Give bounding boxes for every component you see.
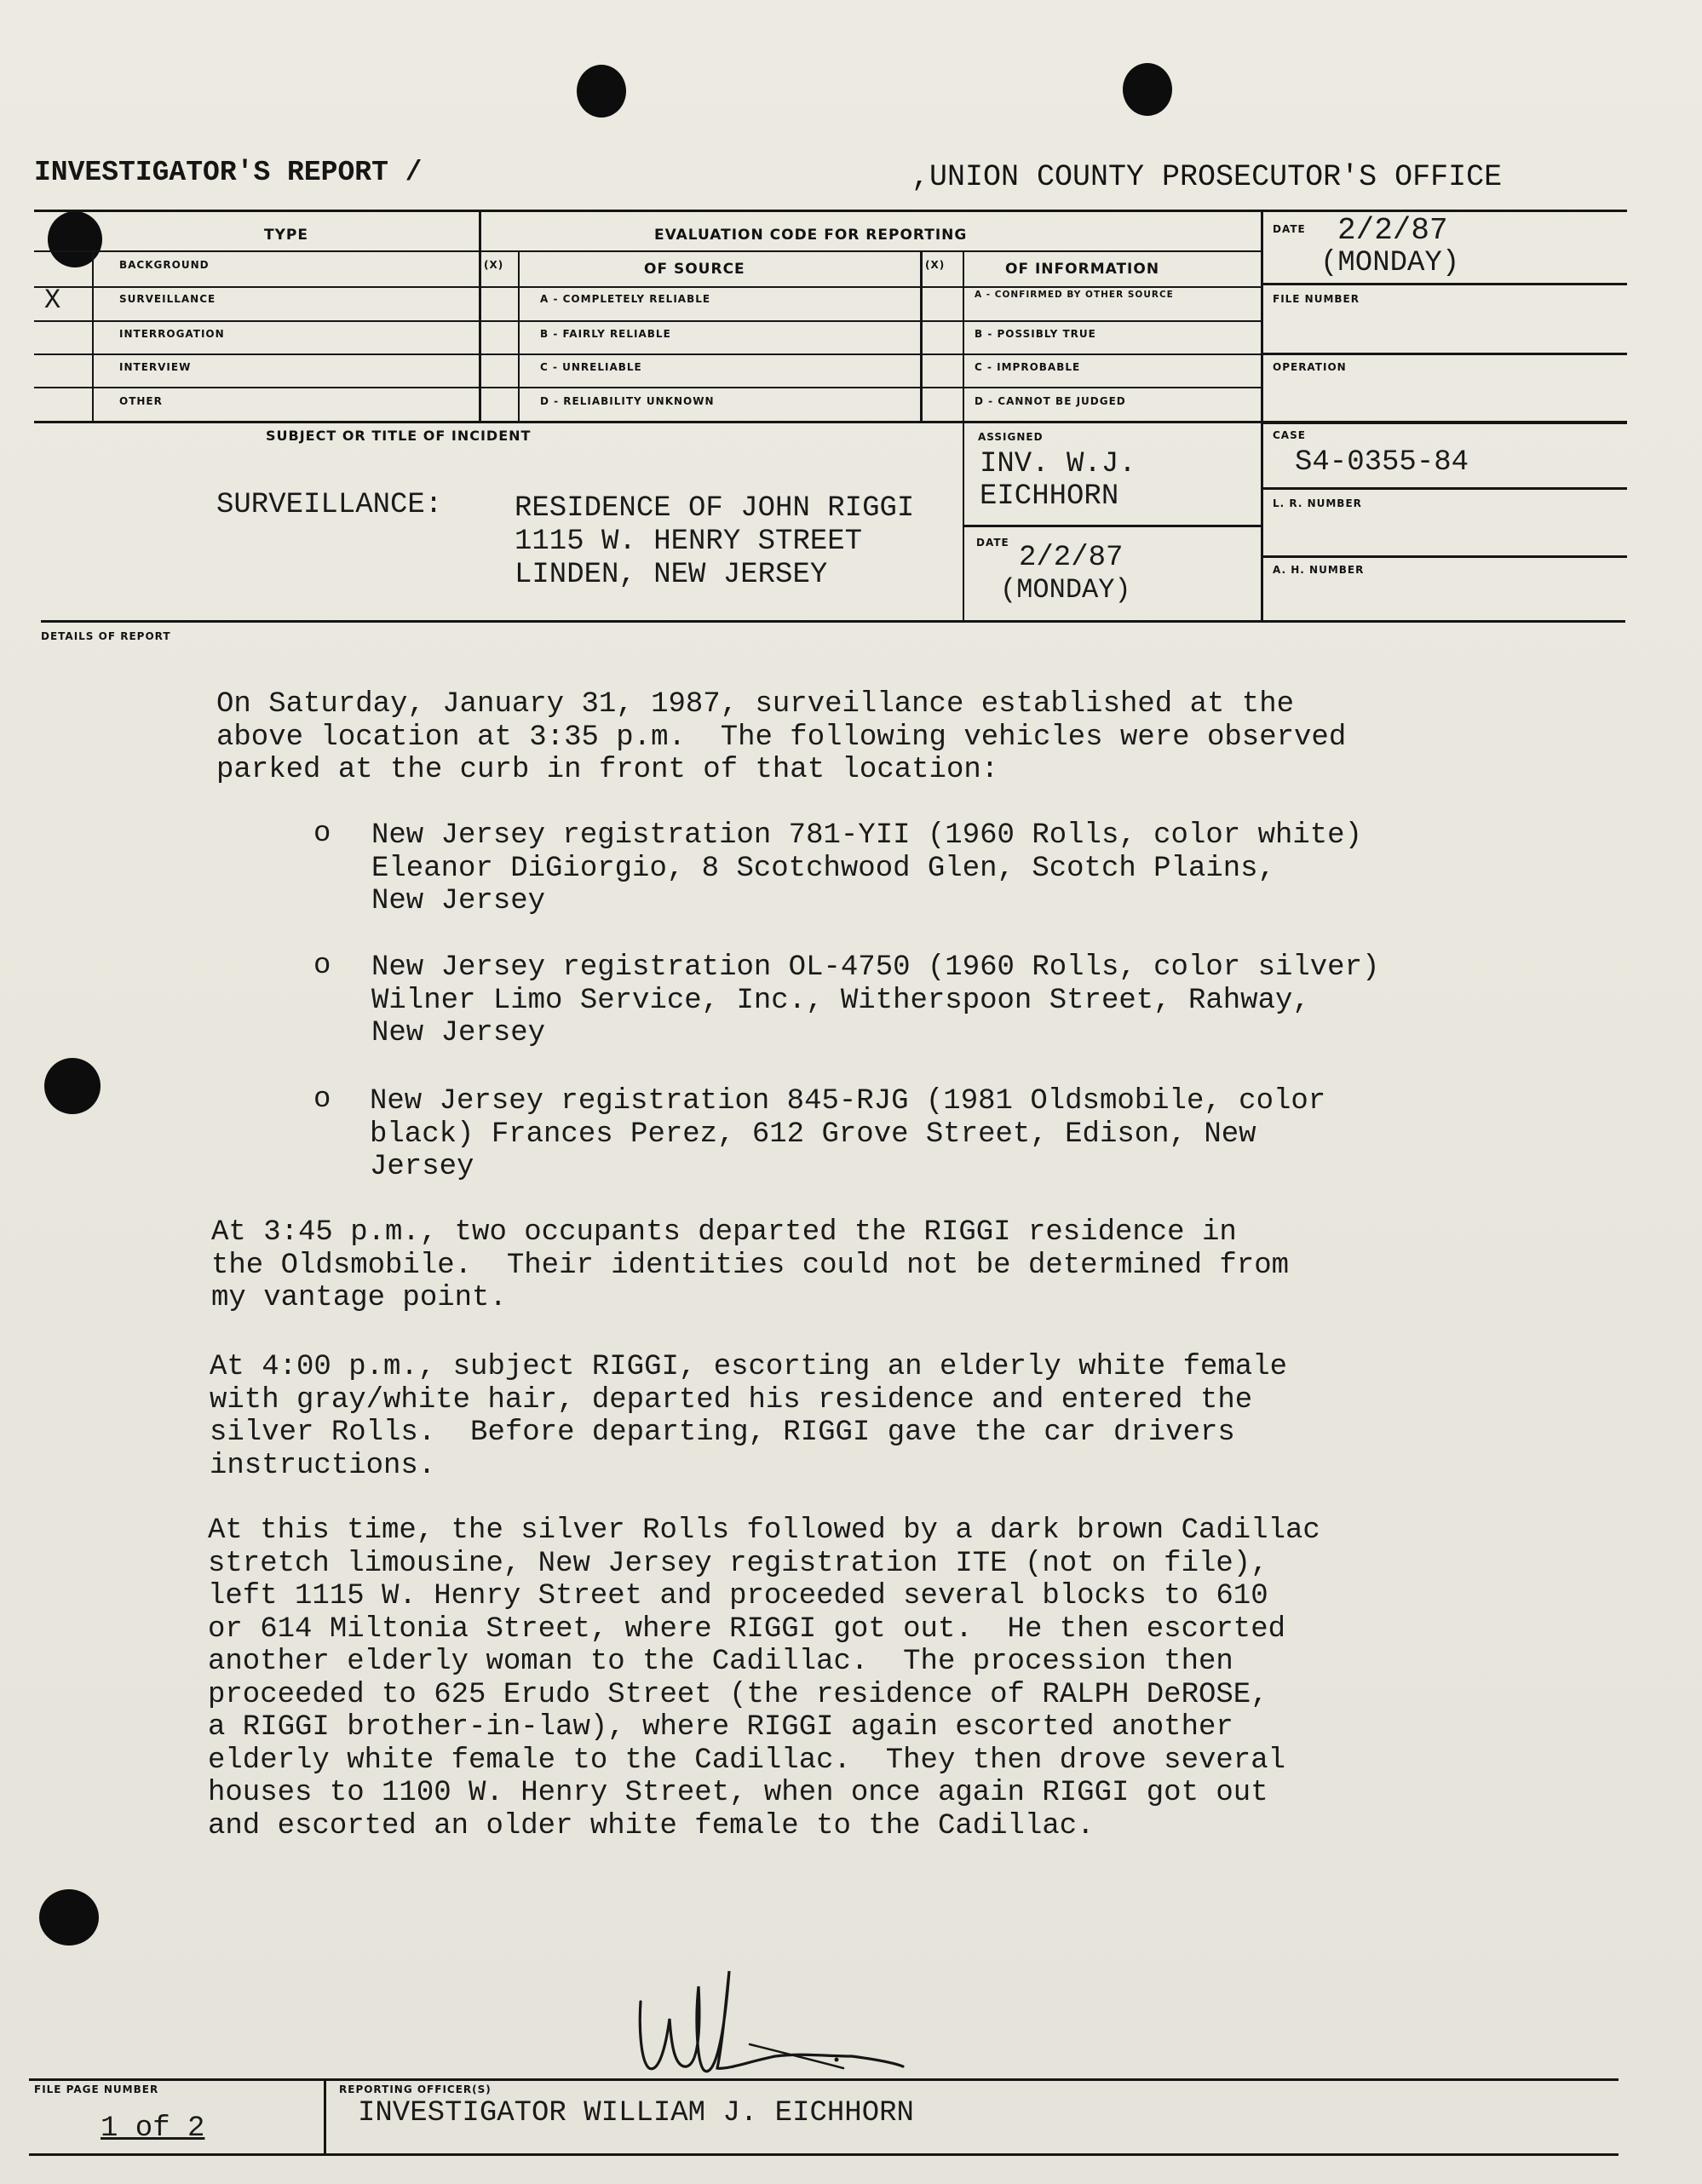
type-row-interrogation: INTERROGATION <box>119 328 225 340</box>
x-column-information: (X) <box>925 259 946 271</box>
bullet-2: o <box>313 950 331 982</box>
paragraph-departure: At 3:45 p.m., two occupants departed the RIGGI residence in the Oldsmobile. Their identities could not be determined from my vantage point. <box>211 1216 1290 1314</box>
operation-label: OPERATION <box>1273 361 1347 373</box>
bullet-3: o <box>313 1083 331 1116</box>
reporting-officer-label: REPORTING OFFICER(S) <box>339 2083 492 2095</box>
info-row-d: D - CANNOT BE JUDGED <box>975 395 1126 407</box>
subject-line-1: RESIDENCE OF JOHN RIGGI <box>515 492 915 525</box>
subject-prefix: SURVEILLANCE: <box>216 489 443 521</box>
reporting-officer-value: INVESTIGATOR WILLIAM J. EICHHORN <box>358 2097 914 2129</box>
punch-hole-top-left <box>577 65 626 118</box>
paragraph-procession: At this time, the silver Rolls followed by a dark brown Cadillac stretch limousine, New Jersey registration ITE (not on file), left 1115 W. Henry Street and proceeded several blocks to 610 or 614 Miltonia Street, where RIGGI got out. He then escorted another elderly woman to the Cadillac. The procession then proceeded to 625 Erudo Street (the residence of RALPH DeROSE, a RIGGI brother-in-law), where RIGGI again escorted another elderly white female to the Cadillac. They then drove several houses to 1100 W. Henry Street, when once again RIGGI got out and escorted an older white female to the Cadillac. <box>208 1514 1320 1842</box>
info-row-b: B - POSSIBLY TRUE <box>975 328 1096 340</box>
subject-label: SUBJECT OR TITLE OF INCIDENT <box>266 428 532 444</box>
bullet-1: o <box>313 818 331 850</box>
case-label: CASE <box>1273 429 1306 441</box>
x-column-source: (X) <box>484 259 504 271</box>
punch-hole-middle-left <box>44 1058 101 1114</box>
source-header: OF SOURCE <box>644 261 745 278</box>
subject-line-2: 1115 W. HENRY STREET <box>515 526 863 558</box>
date2-label: DATE <box>976 537 1009 549</box>
date-value: 2/2/87 <box>1337 213 1448 248</box>
vehicle-item-1: New Jersey registration 781-YII (1960 Rolls, color white) Eleanor DiGiorgio, 8 Scotchwood Glen, Scotch Plains, New Jersey <box>371 819 1362 917</box>
assigned-label: ASSIGNED <box>978 431 1044 443</box>
source-row-c: C - UNRELIABLE <box>540 361 642 373</box>
date-label: DATE <box>1273 223 1306 235</box>
information-header: OF INFORMATION <box>1005 261 1160 278</box>
details-label: DETAILS OF REPORT <box>41 630 171 642</box>
type-header: TYPE <box>264 227 308 244</box>
info-row-a: A - CONFIRMED BY OTHER SOURCE <box>975 290 1174 300</box>
info-row-c: C - IMPROBABLE <box>975 361 1081 373</box>
date-day: (MONDAY) <box>1320 247 1460 279</box>
punch-hole-top-right <box>1123 63 1172 116</box>
source-row-d: D - RELIABILITY UNKNOWN <box>540 395 715 407</box>
type-checkmark: X <box>44 284 61 316</box>
report-title: INVESTIGATOR'S REPORT / <box>34 157 423 188</box>
file-page-number-label: FILE PAGE NUMBER <box>34 2083 159 2095</box>
evaluation-header: EVALUATION CODE FOR REPORTING <box>654 227 968 244</box>
type-row-other: OTHER <box>119 395 163 407</box>
punch-hole-bottom-left <box>39 1889 99 1945</box>
ah-number-label: A. H. NUMBER <box>1273 564 1365 576</box>
date2-value: 2/2/87 <box>1019 542 1124 574</box>
lr-number-label: L. R. NUMBER <box>1273 497 1362 509</box>
file-number-label: FILE NUMBER <box>1273 293 1360 305</box>
assigned-line-2: EICHHORN <box>980 480 1119 513</box>
intro-paragraph: On Saturday, January 31, 1987, surveillance established at the above location at 3:35 p.m. The following vehicles were observed parked at the curb in front of that location: <box>216 688 1347 786</box>
date2-day: (MONDAY) <box>1000 574 1131 606</box>
office-title: ,UNION COUNTY PROSECUTOR'S OFFICE <box>911 160 1503 194</box>
type-row-interview: INTERVIEW <box>119 361 192 373</box>
source-row-b: B - FAIRLY RELIABLE <box>540 328 671 340</box>
paragraph-riggi-departs: At 4:00 p.m., subject RIGGI, escorting an elderly white female with gray/white hair, departed his residence and entered the silver Rolls. Before departing, RIGGI gave the car drivers instructions. <box>210 1351 1288 1482</box>
assigned-line-1: INV. W.J. <box>980 448 1136 480</box>
source-row-a: A - COMPLETELY RELIABLE <box>540 293 711 305</box>
vehicle-item-3: New Jersey registration 845-RJG (1981 Oldsmobile, color black) Frances Perez, 612 Grove Street, Edison, New Jersey <box>370 1085 1326 1183</box>
case-value: S4-0355-84 <box>1295 446 1469 479</box>
vehicle-item-2: New Jersey registration OL-4750 (1960 Rolls, color silver) Wilner Limo Service, Inc., Witherspoon Street, Rahway, New Jersey <box>371 951 1380 1049</box>
subject-line-3: LINDEN, NEW JERSEY <box>515 559 828 591</box>
type-row-background: BACKGROUND <box>119 259 210 271</box>
page-number: 1 of 2 <box>101 2112 205 2145</box>
punch-hole-corner <box>48 211 102 267</box>
type-row-surveillance: SURVEILLANCE <box>119 293 216 305</box>
signature-image <box>622 1968 929 2095</box>
